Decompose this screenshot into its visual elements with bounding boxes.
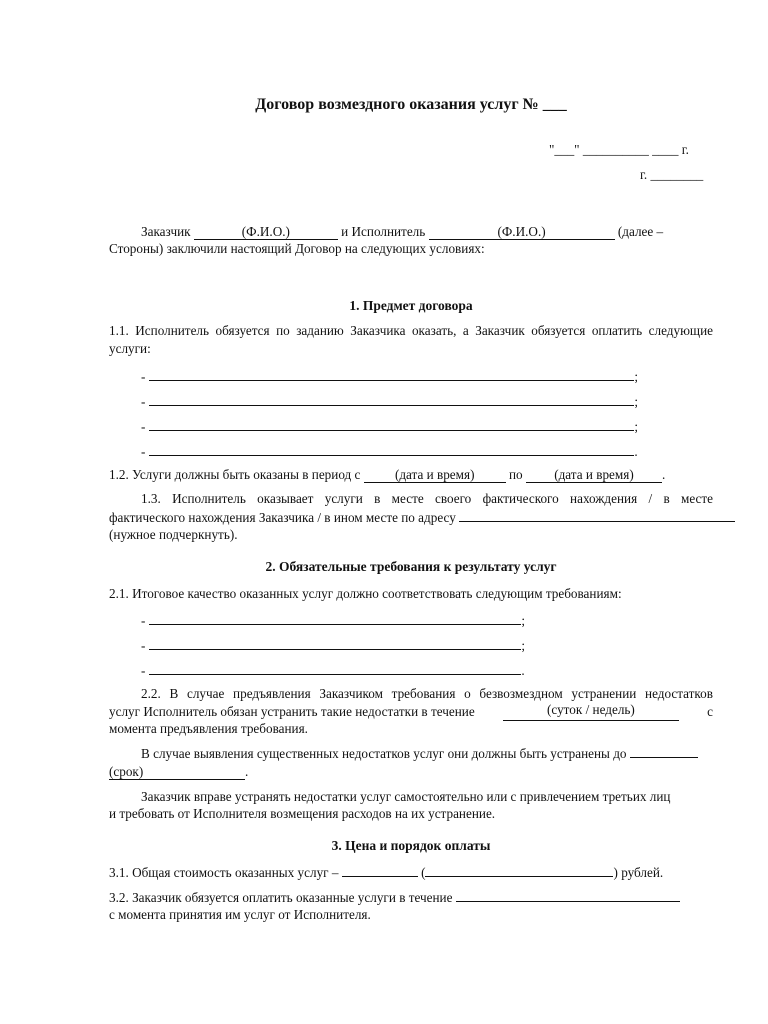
period-to-field: (дата и время) <box>526 468 662 483</box>
clause-2-3-line-2: (срок) . <box>109 764 249 779</box>
clause-1-3-line-1: 1.3. Исполнитель оказывает услуги в месте своего фактического нахождения / в месте <box>141 491 713 506</box>
and-executor-label: и Исполнитель <box>341 224 426 239</box>
document-title: Договор возмездного оказания услуг № ___ <box>255 96 567 113</box>
city-line: г. ________ <box>640 167 704 182</box>
clause-3-1: 3.1. Общая стоимость оказанных услуг – ( ) рублей. <box>109 865 664 880</box>
date-line: "___" __________ ____ г. <box>549 142 689 157</box>
service-line-4: - . <box>141 444 638 459</box>
price-number-blank <box>342 864 418 877</box>
period-from-field: (дата и время) <box>364 468 506 483</box>
clause-3-2-line-2: с момента принятия им услуг от Исполнителя. <box>109 907 371 922</box>
clause-3-2-line-1: 3.2. Заказчик обязуется оплатить оказанные услуги в течение <box>109 889 680 907</box>
section-1-heading: 1. Предмет договора <box>349 298 473 313</box>
requirement-line-1: - ; <box>141 613 526 628</box>
requirement-line-3: - . <box>141 663 525 678</box>
service-line-2: - ; <box>141 394 639 409</box>
clause-1-3-line-2: фактического нахождения Заказчика / в ином месте по адресу <box>109 509 735 527</box>
clause-2-2-line-3: момента предъявления требования. <box>109 721 308 736</box>
deadline-field: (срок) <box>109 765 245 780</box>
intro-line-1 <box>141 223 663 241</box>
clause-1-1: 1.1. Исполнитель обязуется по заданию Заказчика оказать, а Заказчик обязуется оплатить следующие услуги: <box>109 323 713 356</box>
customer-fio-field: (Ф.И.О.) <box>194 225 338 240</box>
section-3-heading: 3. Цена и порядок оплаты <box>331 838 491 853</box>
clause-2-3-line-1: В случае выявления существенных недостатков услуг они должны быть устранены до <box>141 745 698 763</box>
requirement-line-2: - ; <box>141 638 526 653</box>
payment-term-blank <box>456 889 680 902</box>
intro-line-2: Стороны) заключили настоящий Договор на следующих условиях: <box>109 241 485 256</box>
clause-2-4-line-2: и требовать от Исполнителя возмещения расходов на их устранение. <box>109 806 496 821</box>
clause-2-1: 2.1. Итоговое качество оказанных услуг должно соответствовать следующим требованиям: <box>109 586 622 601</box>
clause-2-4-line-1: Заказчик вправе устранять недостатки услуг самостоятельно или с привлечением третьих лиц <box>141 789 671 804</box>
service-line-1: - ; <box>141 369 639 384</box>
intro-tail: (далее – <box>617 224 664 239</box>
section-2-heading: 2. Обязательные требования к результату услуг <box>265 559 557 574</box>
address-blank <box>459 509 735 522</box>
clause-2-2-line-2: услуг Исполнитель обязан устранить такие недостатки в течение (суток / недель) с <box>109 702 713 719</box>
executor-fio-field: (Ф.И.О.) <box>429 225 615 240</box>
clause-1-2: 1.2. Услуги должны быть оказаны в период с (дата и время) по (дата и время) . <box>109 467 666 482</box>
clause-2-2-line-1: 2.2. В случае предъявления Заказчиком требования о безвозмездном устранении недостатков <box>141 686 713 701</box>
customer-label: Заказчик <box>141 224 191 239</box>
price-words-blank <box>425 864 613 877</box>
clause-1-3-line-3: (нужное подчеркнуть). <box>109 527 238 542</box>
service-line-3: - ; <box>141 419 639 434</box>
correction-period-field: (суток / недель) <box>503 703 679 721</box>
